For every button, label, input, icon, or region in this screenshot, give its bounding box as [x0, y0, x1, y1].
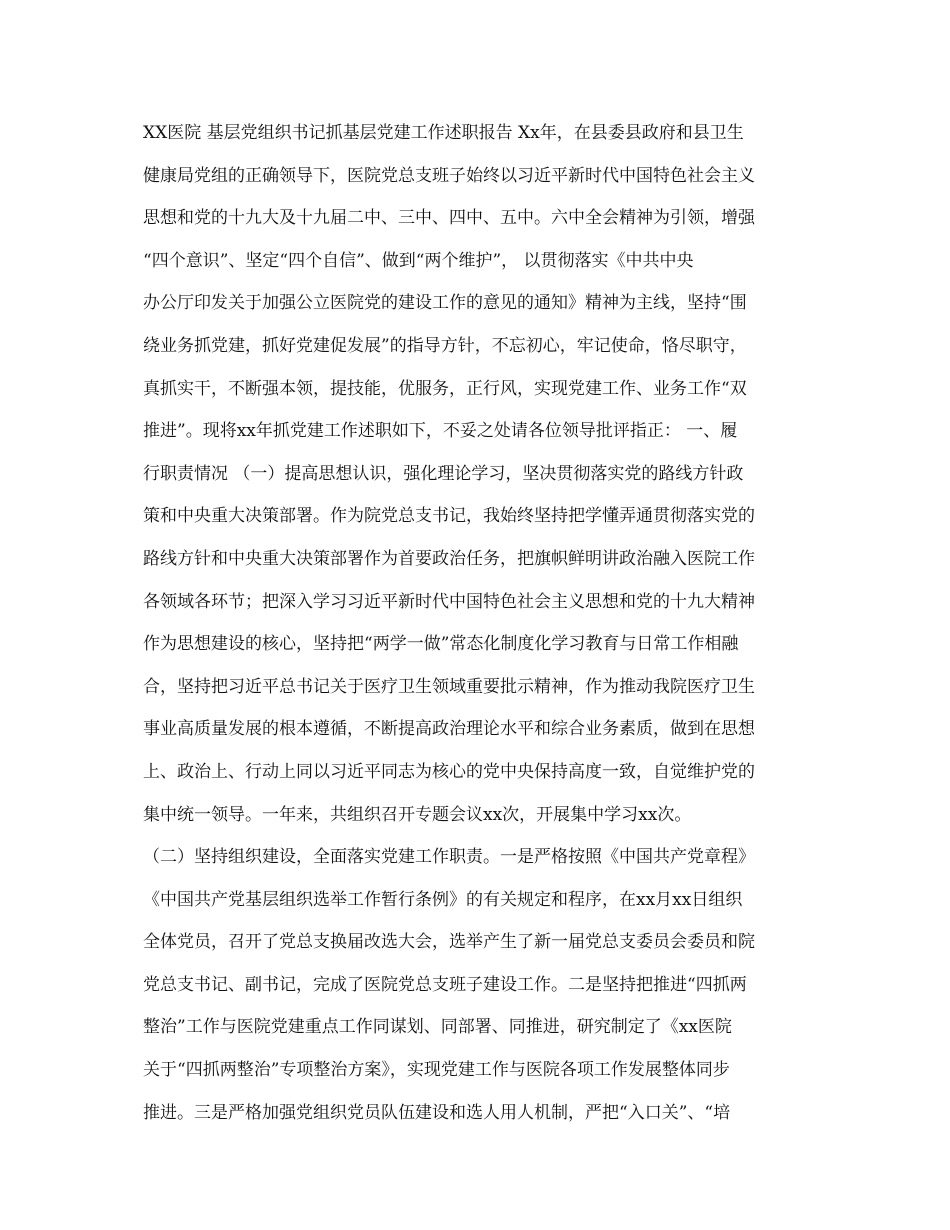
- text-line: 行职责情况 （一）提高思想认识，强化理论学习，坚决贯彻落实党的路线方针政: [143, 463, 744, 484]
- text-line: 真抓实干，不断强本领，提技能，优服务，正行风，实现党建工作、业务工作“双: [143, 378, 747, 399]
- text-line: 作为思想建设的核心，坚持把“两学一做”常态化制度化学习教育与日常工作相融: [143, 634, 739, 655]
- text-line: 各领域各环节；把深入学习习近平新时代中国特色社会主义思想和党的十九大精神: [143, 591, 755, 612]
- text-line: 推进”。现将xx年抓党建工作述职如下，不妥之处请各位领导批评指正： 一、履: [143, 421, 738, 442]
- text-line: 关于“四抓两整治”专项整治方案》，实现党建工作与医院各项工作发展整体同步: [143, 1060, 730, 1081]
- text-line: “四个意识”、坚定“四个自信”、做到“两个维护”， 以贯彻落实《中共中央: [143, 250, 694, 271]
- text-line: （二）坚持组织建设，全面落实党建工作职责。一是严格按照《中国共产党章程》: [143, 847, 755, 868]
- text-line: 党总支书记、副书记，完成了医院党总支班子建设工作。二是坚持把推进“四抓两: [143, 974, 747, 995]
- text-line: 策和中央重大决策部署。作为院党总支书记，我始终坚持把学懂弄通贯彻落实党的: [143, 506, 755, 527]
- text-line: 全体党员，召开了党总支换届改选大会，选举产生了新一届党总支委员会委员和院: [143, 932, 755, 953]
- text-line: XX医院 基层党组织书记抓基层党建工作述职报告 Xx年，在县委县政府和县卫生: [143, 123, 744, 143]
- text-line: 健康局党组的正确领导下，医院党总支班子始终以习近平新时代中国特色社会主义: [143, 165, 755, 186]
- text-line: 整治”工作与医院党建重点工作同谋划、同部署、同推进，研究制定了《xx医院: [143, 1017, 732, 1038]
- report-body-text: [143, 112, 815, 1134]
- text-line: 合，坚持把习近平总书记关于医疗卫生领域重要批示精神，作为推动我院医疗卫生: [143, 676, 755, 697]
- text-line: 路线方针和中央重大决策部署作为首要政治任务，把旗帜鲜明讲政治融入医院工作: [143, 548, 755, 569]
- text-line: 《中国共产党基层组织选举工作暂行条例》的有关规定和程序，在xx月xx日组织: [143, 889, 743, 910]
- text-line: 绕业务抓党建，抓好党建促发展”的指导方针，不忘初心，牢记使命，恪尽职守，: [143, 335, 747, 356]
- text-line: 上、政治上、行动上同以习近平同志为核心的党中央保持高度一致，自觉维护党的: [143, 761, 755, 782]
- text-line: 事业高质量发展的根本遵循，不断提高政治理论水平和综合业务素质，做到在思想: [143, 719, 755, 740]
- text-line: 集中统一领导。一年来，共组织召开专题会议xx次，开展集中学习xx次。: [143, 804, 692, 825]
- text-line: 办公厅印发关于加强公立医院党的建设工作的意见的通知》精神为主线，坚持“围: [143, 293, 747, 314]
- text-line: 推进。三是严格加强党组织党员队伍建设和选人用人机制，严把“入口关”、“培: [143, 1102, 731, 1123]
- text-line: 思想和党的十九大及十九届二中、三中、四中、五中。六中全会精神为引领，增强: [143, 208, 755, 229]
